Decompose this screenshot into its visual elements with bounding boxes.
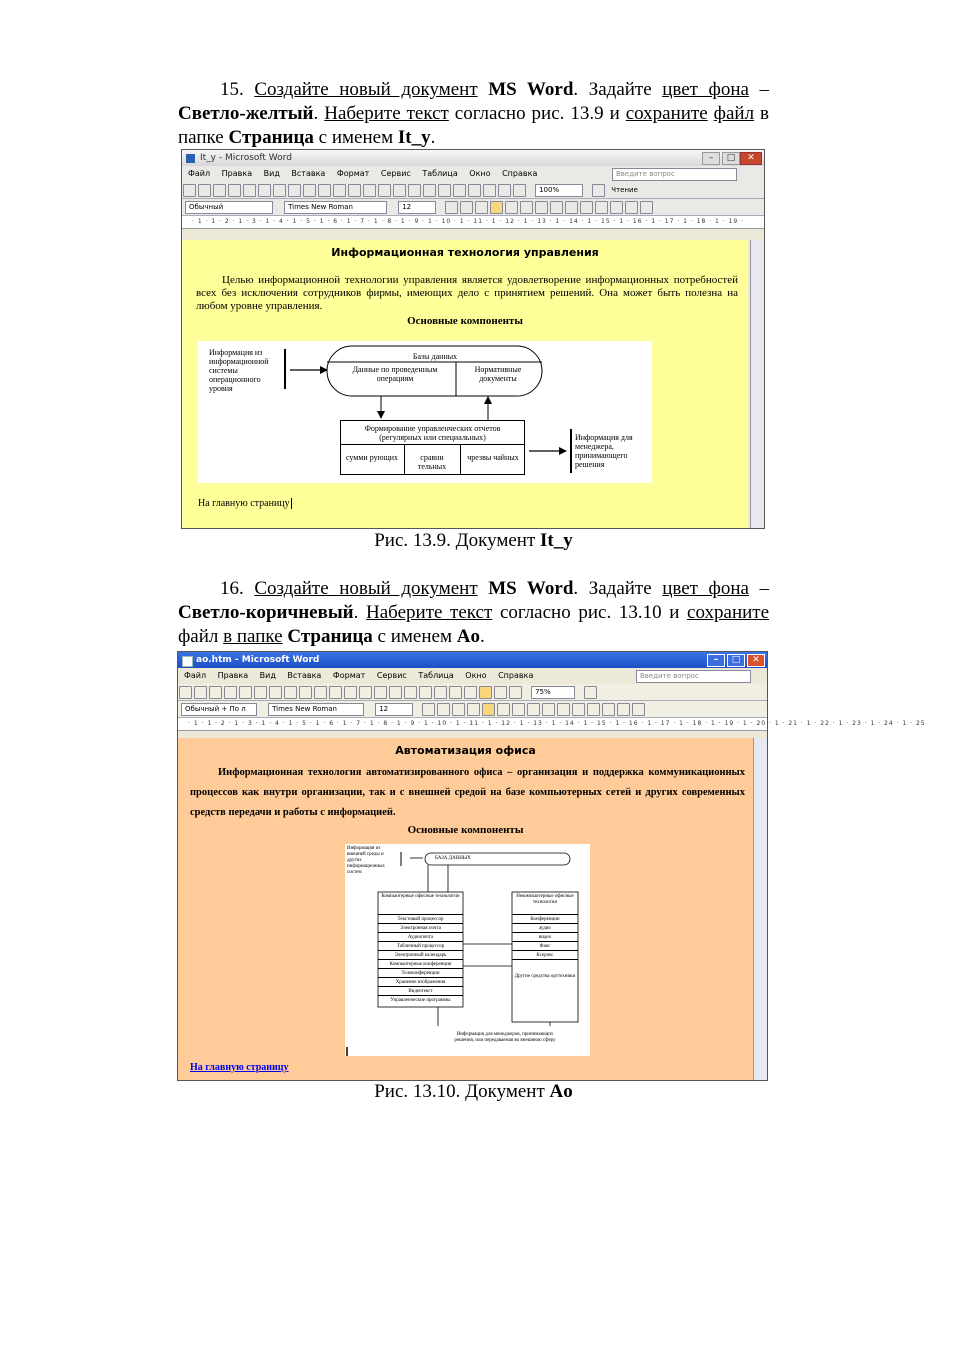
bg-color-term: цвет фона: [662, 79, 749, 100]
create-doc-link: Создайте новый документ: [254, 578, 478, 599]
menu-tools[interactable]: Сервис: [376, 671, 407, 680]
file-name: Ao: [456, 626, 480, 647]
diagram-list-item: Видеотекст: [378, 986, 463, 995]
diagram-list-item: Телеконференции: [378, 968, 463, 977]
text-set: . Задайте: [573, 578, 652, 599]
diagram-db-title: Базы данных: [412, 352, 458, 361]
ruler[interactable]: · 1 · 1 · 2 · 1 · 3 · 1 · 4 · 1 · 5 · 1 · 6 · 1 · 7 · 1 · 8 · 1 · 9 · 1 · 10 · 1 · 11 · 1 · 12 · 1 · 13 · 1 · 14 · 1 · 15 · 1 · 16 · 1 · 17 · 1 · 18 · 1 · 19 · 1 · 20 · 1 · 21 · 1 · 22 · 1 · 23 · 1 · 24 · 1 · 25: [178, 718, 767, 731]
indent-icon[interactable]: [587, 703, 600, 716]
menu-window[interactable]: Окно: [469, 169, 491, 178]
menu-edit[interactable]: Правка: [221, 169, 253, 178]
numbering-icon[interactable]: [542, 703, 555, 716]
divider: [404, 444, 405, 475]
diagram-list-item: Другие средства оргтехники: [512, 959, 578, 999]
diagram-source-text: Информация из информационной системы операционного уровня: [209, 348, 269, 393]
app-name: MS Word: [488, 79, 574, 100]
preview-icon[interactable]: [269, 686, 282, 699]
color-name: Светло-коричневый: [178, 602, 354, 623]
folder-name: Страница: [228, 127, 314, 148]
document-area[interactable]: [182, 240, 748, 528]
line-spacing-icon[interactable]: [527, 703, 540, 716]
open-icon[interactable]: [198, 184, 211, 197]
italic-icon[interactable]: [437, 703, 450, 716]
diagram-database: БАЗА ДАННЫХ: [435, 856, 471, 861]
insert-table-icon[interactable]: [434, 686, 447, 699]
font-select[interactable]: Times New Roman: [268, 703, 364, 716]
line-spacing-icon[interactable]: [550, 201, 563, 214]
diagram-list-item: Электронная почта: [378, 923, 463, 932]
menu-table[interactable]: Таблица: [418, 671, 454, 680]
with-name: с именем: [318, 127, 394, 148]
file-name: It_y: [397, 127, 431, 148]
size-select[interactable]: 12: [375, 703, 413, 716]
minimize-icon[interactable]: –: [707, 654, 725, 667]
doc-paragraph: Информационная технология автоматизированного офиса – организация и поддержка коммуникационных процессов как внутри организации, так и с внешней средой на базе компьютерных сетей и других современных средств передачи и работы с информацией.: [190, 767, 745, 818]
diagram-cell-emergency: чрезвы чайных: [467, 453, 519, 462]
dash: –: [748, 79, 770, 100]
diagram-list-item: видео: [512, 932, 578, 941]
diagram-computer-tech-title: Компьютерные офисные технологии: [381, 894, 460, 899]
close-icon[interactable]: ✕: [740, 152, 762, 165]
window-title: ao.htm - Microsoft Word: [196, 655, 320, 665]
divider: [340, 444, 525, 445]
dot: .: [479, 626, 485, 647]
align-right-icon[interactable]: [520, 201, 533, 214]
style-select[interactable]: Обычный: [185, 201, 273, 214]
type-text-term: Наберите текст: [366, 602, 493, 623]
border-icon[interactable]: [602, 703, 615, 716]
help-search-input[interactable]: Введите вопрос: [636, 670, 751, 683]
document-area[interactable]: [178, 738, 753, 1080]
dash: –: [748, 578, 770, 599]
columns-icon[interactable]: [464, 686, 477, 699]
word-icon: [182, 656, 193, 667]
help-search-input[interactable]: Введите вопрос: [612, 168, 737, 181]
diagram-list-item: аудио: [512, 923, 578, 932]
vertical-scrollbar[interactable]: [753, 738, 767, 1080]
format-painter-icon[interactable]: [359, 686, 372, 699]
docmap-icon[interactable]: [498, 184, 511, 197]
doc-paragraph: Целью информационной технологии управления является удовлетворение информационных потребностей всех без исключения сотрудников фирмы, имеющих дело с принятием решений. Она может быть полезна на любом уровне управления.: [196, 274, 738, 312]
copy-icon[interactable]: [333, 184, 346, 197]
drawing-icon[interactable]: [479, 686, 492, 699]
in-folder: в папке: [223, 626, 283, 647]
diagram-list-item: Электронный календарь: [378, 950, 463, 959]
tables-icon[interactable]: [423, 184, 436, 197]
menu-window[interactable]: Окно: [465, 671, 487, 680]
diagram-list-item: Хранение изображения: [378, 977, 463, 986]
word-icon: [186, 154, 195, 163]
undo-icon[interactable]: [378, 184, 391, 197]
justify-icon[interactable]: [512, 703, 525, 716]
dot: .: [430, 127, 436, 148]
permission-icon[interactable]: [224, 686, 237, 699]
hyperlink-icon[interactable]: [404, 686, 417, 699]
diagram-list-item: Аудиопочта: [378, 932, 463, 941]
diagram-office-automation: [345, 844, 590, 1056]
style-select[interactable]: Обычный + По л: [181, 703, 257, 716]
diagram-list-item: Текстовый процессор: [378, 914, 463, 923]
menu-insert[interactable]: Вставка: [287, 671, 322, 680]
insert-table-icon[interactable]: [438, 184, 451, 197]
save-term: сохраните: [625, 103, 708, 124]
menu-help[interactable]: Справка: [502, 169, 538, 178]
close-icon[interactable]: ✕: [747, 654, 765, 667]
formatting-toolbar: [178, 701, 767, 718]
zoom-select[interactable]: 75%: [531, 686, 575, 699]
bold-icon[interactable]: [422, 703, 435, 716]
tables-icon[interactable]: [419, 686, 432, 699]
caption-prefix: Рис. 13.9. Документ: [374, 530, 536, 551]
figure-caption-13-10: [178, 1081, 769, 1103]
save-term: сохраните: [687, 602, 770, 623]
diagram-cell-comparative: сравни тельных: [417, 453, 447, 471]
new-icon[interactable]: [179, 686, 192, 699]
in-folder: в папке: [178, 103, 770, 148]
menu-help[interactable]: Справка: [498, 671, 534, 680]
print-icon[interactable]: [254, 686, 267, 699]
word-window-ao: [177, 651, 926, 1081]
format-painter-icon[interactable]: [363, 184, 376, 197]
divider: [460, 444, 461, 475]
per-figure: согласно рис. 13.10 и: [499, 602, 680, 623]
size-select[interactable]: 12: [398, 201, 436, 214]
align-center-icon[interactable]: [505, 201, 518, 214]
diagram-list-item: Управленческие программы: [378, 995, 463, 1004]
highlight-icon[interactable]: [625, 201, 638, 214]
home-link[interactable]: [198, 498, 292, 509]
minimize-icon[interactable]: –: [702, 152, 720, 165]
preview-icon[interactable]: [273, 184, 286, 197]
font-select[interactable]: Times New Roman: [284, 201, 387, 214]
menu-edit[interactable]: Правка: [217, 671, 249, 680]
folder-name: Страница: [287, 626, 373, 647]
doc-heading: Информационная технология управления: [331, 246, 599, 259]
diagram-it-management: [198, 341, 652, 483]
diagram-output-info: Информация для менеджеров, принимающих решения, или передаваемая во внешнюю сферу: [454, 1032, 556, 1043]
diagram-list-item: Компьютерные конференции: [378, 959, 463, 968]
file-term: файл: [713, 103, 755, 124]
title-bar: [178, 652, 767, 668]
pilcrow-icon[interactable]: [509, 686, 522, 699]
task-number: 16.: [220, 578, 244, 599]
dot: .: [353, 602, 359, 623]
indent-icon[interactable]: [610, 201, 623, 214]
redo-icon[interactable]: [389, 686, 402, 699]
menu-file[interactable]: Файл: [184, 671, 207, 680]
paste-icon[interactable]: [348, 184, 361, 197]
cut-icon[interactable]: [314, 686, 327, 699]
caption-doc-name: It_y: [540, 530, 573, 551]
drawing-icon[interactable]: [483, 184, 496, 197]
bold-icon[interactable]: [445, 201, 458, 214]
research-icon[interactable]: [299, 686, 312, 699]
task-number: 15.: [220, 79, 244, 100]
word-window-it-y: [181, 149, 765, 529]
home-link-text[interactable]: На главную страницу: [198, 498, 290, 509]
underline-icon[interactable]: [452, 703, 465, 716]
window-title: It_y - Microsoft Word: [200, 153, 292, 163]
color-name: Светло-желтый: [178, 103, 314, 124]
menu-file[interactable]: Файл: [188, 169, 211, 178]
research-icon[interactable]: [303, 184, 316, 197]
menu-format[interactable]: Формат: [336, 169, 370, 178]
redo-icon[interactable]: [393, 184, 406, 197]
maximize-icon[interactable]: □: [727, 654, 745, 667]
task15-paragraph: [178, 78, 769, 150]
create-doc-link: Создайте новый документ: [254, 79, 478, 100]
menu-view[interactable]: Вид: [259, 671, 276, 680]
italic-icon[interactable]: [460, 201, 473, 214]
paste-icon[interactable]: [344, 686, 357, 699]
outdent-icon[interactable]: [572, 703, 585, 716]
save-icon[interactable]: [213, 184, 226, 197]
maximize-icon[interactable]: □: [722, 152, 740, 165]
menu-tools[interactable]: Сервис: [380, 169, 411, 178]
columns-icon[interactable]: [468, 184, 481, 197]
vertical-scrollbar[interactable]: [750, 240, 764, 528]
font-color-icon[interactable]: [632, 703, 645, 716]
home-link[interactable]: На главную страницу: [190, 1062, 289, 1073]
excel-icon[interactable]: [453, 184, 466, 197]
menu-bar: [182, 166, 764, 182]
justify-icon[interactable]: [535, 201, 548, 214]
new-icon[interactable]: [183, 184, 196, 197]
diagram-db-left: Данные по проведенным операциям: [352, 365, 438, 383]
diagram-external-info: Информация из внешней среды и других информационных систем: [347, 846, 385, 875]
file-term: файл: [178, 626, 219, 647]
help-icon[interactable]: [592, 184, 605, 197]
standard-toolbar: [182, 182, 764, 199]
diagram-cell-summing: сумми рующих: [345, 453, 399, 462]
app-name: MS Word: [488, 578, 574, 599]
open-icon[interactable]: [194, 686, 207, 699]
caption-prefix: Рис. 13.10. Документ: [374, 1081, 545, 1102]
doc-heading: Автоматизация офиса: [395, 744, 536, 757]
outdent-icon[interactable]: [595, 201, 608, 214]
email-icon[interactable]: [239, 686, 252, 699]
ruler[interactable]: · 1 · 1 · 2 · 1 · 3 · 1 · 4 · 1 · 5 · 1 · 6 · 1 · 7 · 1 · 8 · 1 · 9 · 1 · 10 · 1 · 11 · 1 · 12 · 1 · 13 · 1 · 14 · 1 · 15 · 1 · 16 · 1 · 17 · 1 · 18 · 1 · 19 ·: [182, 216, 764, 229]
diagram-noncomputer-tech-list: [512, 914, 578, 999]
doc-subheading: Основные компоненты: [407, 824, 524, 836]
diagram-manager-text: Информация для менеджера, принимающего решения: [575, 433, 633, 469]
numbering-icon[interactable]: [565, 201, 578, 214]
email-icon[interactable]: [243, 184, 256, 197]
zoom-select[interactable]: 100%: [535, 184, 583, 197]
excel-icon[interactable]: [449, 686, 462, 699]
dot: .: [313, 103, 319, 124]
diagram-list-item: Конференции: [512, 914, 578, 923]
undo-icon[interactable]: [374, 686, 387, 699]
diagram-computer-tech-list: [378, 914, 463, 1004]
align-left-icon[interactable]: [467, 703, 480, 716]
menu-insert[interactable]: Вставка: [291, 169, 326, 178]
menu-view[interactable]: Вид: [263, 169, 280, 178]
diagram-list-item: Табличный процессор: [378, 941, 463, 950]
bullets-icon[interactable]: [557, 703, 570, 716]
title-bar: [182, 150, 764, 166]
with-name: с именем: [377, 626, 452, 647]
menu-bar: [178, 668, 767, 684]
text-cursor: [291, 498, 292, 509]
save-icon[interactable]: [209, 686, 222, 699]
align-right-icon[interactable]: [497, 703, 510, 716]
highlight-icon[interactable]: [617, 703, 630, 716]
docmap-icon[interactable]: [494, 686, 507, 699]
bullets-icon[interactable]: [580, 201, 593, 214]
font-color-icon[interactable]: [640, 201, 653, 214]
text-set: . Задайте: [573, 79, 652, 100]
print-icon[interactable]: [258, 184, 271, 197]
diagram-db-right: Нормативные документы: [474, 365, 522, 383]
task16-paragraph: [178, 577, 769, 649]
align-left-icon[interactable]: [490, 201, 503, 214]
caption-doc-name: Ao: [549, 1081, 573, 1102]
spell-icon[interactable]: [288, 184, 301, 197]
permission-icon[interactable]: [228, 184, 241, 197]
align-center-icon[interactable]: [482, 703, 495, 716]
per-figure: согласно рис. 13.9 и: [454, 103, 620, 124]
standard-toolbar: [178, 684, 767, 701]
underline-icon[interactable]: [475, 201, 488, 214]
type-text-term: Наберите текст: [324, 103, 449, 124]
hyperlink-icon[interactable]: [408, 184, 421, 197]
doc-subheading: Основные компоненты: [407, 315, 523, 327]
cut-icon[interactable]: [318, 184, 331, 197]
diagram-list-item: Ксерокс: [512, 950, 578, 959]
bg-color-term: цвет фона: [662, 578, 749, 599]
menu-table[interactable]: Таблица: [422, 169, 458, 178]
spell-icon[interactable]: [284, 686, 297, 699]
pilcrow-icon[interactable]: [513, 184, 526, 197]
copy-icon[interactable]: [329, 686, 342, 699]
menu-format[interactable]: Формат: [332, 671, 366, 680]
help-icon[interactable]: [584, 686, 597, 699]
diagram-noncomputer-tech-title: Некомпьютерные офисные технологии: [516, 894, 574, 905]
diagram-report-title: Формирование управленческих отчетов (регулярных или специальных): [364, 424, 501, 442]
reading-button[interactable]: Чтение: [611, 186, 638, 194]
formatting-toolbar: [182, 199, 764, 216]
figure-caption-13-9: [178, 530, 769, 552]
diagram-list-item: Факс: [512, 941, 578, 950]
